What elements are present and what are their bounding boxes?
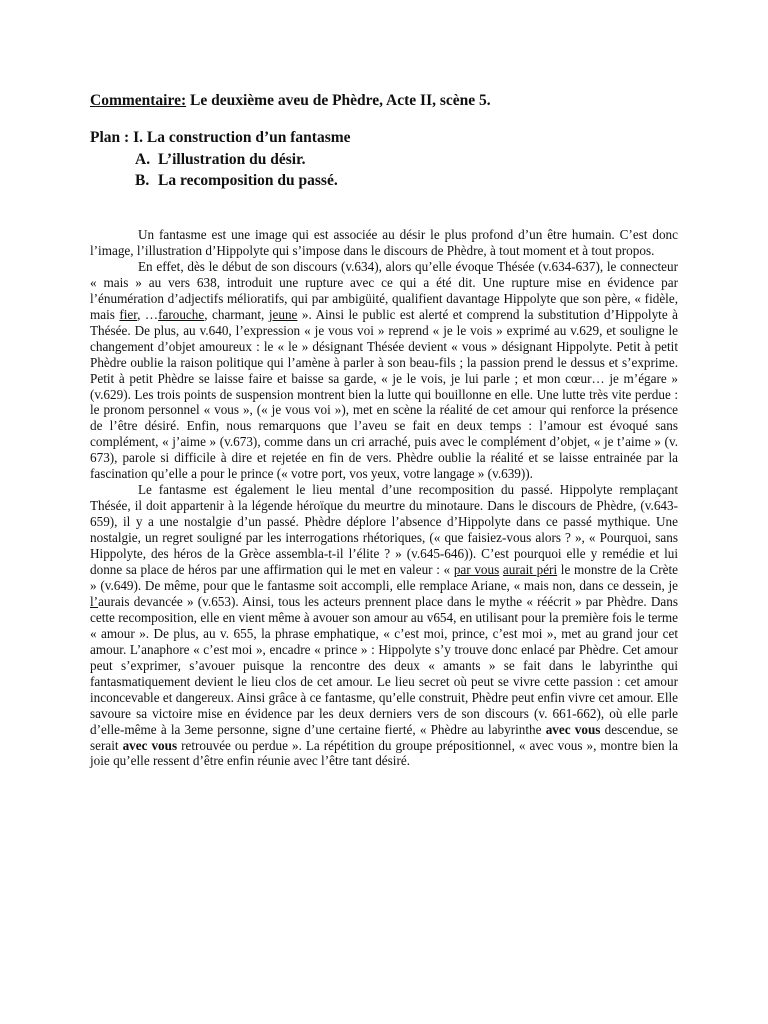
plan-item-a [90,149,690,171]
p3-seg-1: Le fantasme est également le lieu mental d’une recomposition du passé. Hippolyte remplaçant Thésée, il doit appartenir à la légende héroïque du meurtre du minotaure. Dans le discours de Phèdre, (v.643-659), il y a une nostalgie d’un passé. Phèdre déplore l’absence d’Hippolyte dans ce passé mythique. Une nostalgie, un regret souligné par les interrogations rhétoriques, (« que faisiez-vous alors ? », « Pourquoi, sans Hippolyte, des héros de la Grèce assembla-t-il l’élite ? » (v.645-646)). C’est pourquoi elle y remédie et lui donne sa place de héros par une affirmation qui le met en valeur : « [90,482,678,578]
p3-seg-6: retrouvée ou perdue ». La répétition du groupe prépositionnel, « avec vous », montre bien la joie qu’elle ressent d’être enfin réunie avec l’être tant désiré. [90,737,678,769]
plan-item-b [90,170,690,192]
plan-item-b-letter: B. [135,172,150,189]
p2-underline-fier: fier [119,306,138,322]
p3-underline-aurait-peri: aurait péri [502,562,558,578]
p2-underline-farouche: farouche [158,306,205,322]
p3-bold-avec-vous-2: avec vous [122,737,178,753]
p3-seg-5: descendue, se serait [90,721,678,753]
p2-seg-2: , … [137,306,159,322]
p2-underline-jeune: jeune [268,306,298,322]
p3-bold-avec-vous-1: avec vous [545,721,601,737]
plan-item-a-letter: A. [135,150,151,168]
title-text: Le deuxième aveu de Phèdre, Acte II, scène 5. [186,92,491,109]
p2-seg-4: ». Ainsi le public est alerté et comprend la substitution d’Hippolyte à Thésée. De plus, au v.640, l’expression « je vous voi » reprend « je le vois » exprimé au v.629, et souligne le changement d’objet amoureux : le « le » désignant Thésée devient « vous » désignant Hippolyte. Petit à petit Phèdre oublie la raison politique qui l’amène à parler à son beau-fils ; la passion prend le dessus et s’exprime. Petit à petit Phèdre se laisse faire et baisse sa garde, « je le vois, je lui parle ; et mon cœur… je m’égare » (v.629). Les trois points de suspension montrent bien la lutte qui bouillonne en elle. Une lutte très vite perdue : le pronom personnel « vous », (« je vous voi »), met en scène la réalité de cet amour qui renforce la présence de l’être désiré. Enfin, nous remarquons que l’aveu se fait en deux temps : l’amour est évoqué sans complément, « j’aime » (v.673), comme dans un cri arraché, puis avec le complément d’objet, « je t’aime » (v. 673), parole si difficile à dire et rejetée en fin de vers. Phèdre oublie la réalité et se laisse entrainée par la fascination qu’elle a pour le prince (« votre port, vos yeux, votre langage » (v.639)). [90,306,679,482]
plan-label: Plan [90,129,121,146]
paragraph-intro: Un fantasme est une image qui est associée au désir le plus profond d’un être humain. C’est donc l’image, l’illustration d’Hippolyte qui s’impose dans le discours de Phèdre, à tout moment et à tout propos. [90,227,678,258]
plan-heading-row [90,127,690,149]
plan-outline [90,127,690,192]
p3-underline-l: l’ [90,593,99,609]
p3-seg-4: aurais devancée » (v.653). Ainsi, tous les acteurs prennent place dans le mythe « réécrit » par Phèdre. Dans cette recomposition, elle en vient même à avouer son amour au v654, en utilisant pour la première fois le terme « amour ». De plus, au v. 655, la phrase emphatique, « c’est moi, prince, c’est moi », met au grand jour cet amour. L’anaphore « c’est moi », encadre « prince » : Hippolyte s’y trouve donc enlacé par Phèdre. Cet amour peut s’exprimer, s’avouer puisque la rencontre des deux « amants » se fait dans le labyrinthe qui fantasmatiquement devient le lieu clos de cet amour. Le lieu secret où peut se vivre cette passion : cet amour inconcevable et dangereux. Ainsi grâce à ce fantasme, qu’elle construit, Phèdre peut enfin vivre cet amour. Elle savoure sa victoire mise en évidence par les deux derniers vers de son discours (v. 661-662), où elle parle d’elle-même à la 3eme personne, signe d’une certaine fierté, « Phèdre au labyrinthe [90,593,678,737]
title-label: Commentaire: [90,92,187,109]
plan-item-a-text: L’illustration du désir. [158,150,306,168]
p3-underline-par-vous: par vous [453,562,500,578]
document-body [90,227,678,769]
p2-seg-3: , charmant, [204,306,269,322]
plan-item-b-text: La recomposition du passé. [158,172,338,189]
p3-seg-3: le monstre de la Crète » (v.649). De même, pour que le fantasme soit accompli, elle remplace Ariane, « mais non, dans ce dessein, je [90,562,678,593]
paragraph-recomposition [90,482,678,769]
plan-separator: : [120,129,134,146]
document-title [90,92,690,110]
plan-part-one: I. La construction d’un fantasme [133,129,351,146]
paragraph-illustration [90,259,678,482]
p2-seg-1: En effet, dès le début de son discours (v.634), alors qu’elle évoque Thésée (v.634-637), le connecteur « mais » au vers 638, introduit une rupture avec ce qui a été dit. Une rupture mise en évidence par l’énumération d’adjectifs mélioratifs, qui par ambigüité, qualifient davantage Hippolyte que son père, « fidèle, mais [90,258,678,322]
